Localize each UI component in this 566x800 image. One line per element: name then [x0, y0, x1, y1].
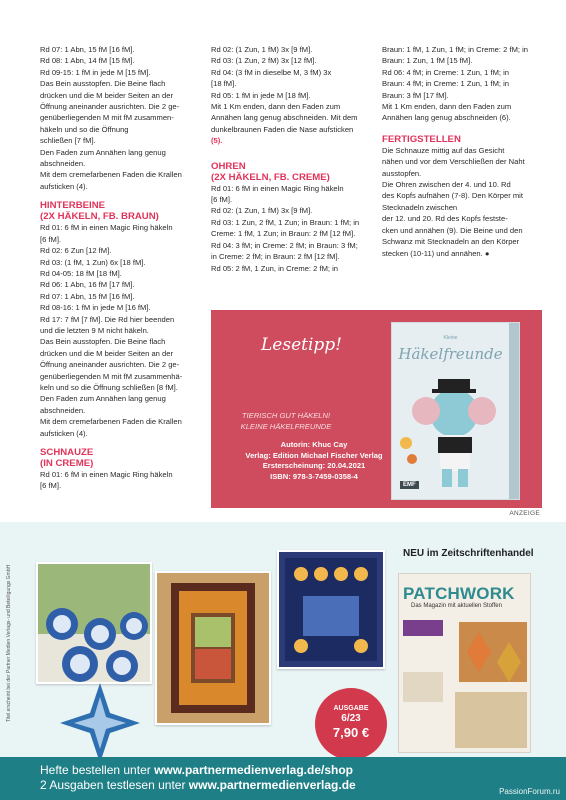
text-line: Rd 03: 1 Zun, 2 fM, 1 Zun; in Braun: 1 fM; in [211, 217, 360, 227]
book-cover-image [391, 322, 520, 500]
anzeige-label: ANZEIGE [509, 510, 540, 517]
column-3 [382, 44, 542, 259]
text-line: aufsticken (4). [40, 181, 88, 191]
magazine-cover-illustration [399, 612, 530, 752]
text-line: Braun: 3 fM [17 fM]. [382, 90, 449, 100]
ad-tagline-1: TIERISCH GUT HÄKELN! [241, 411, 331, 420]
publisher-logo: EMF [400, 481, 419, 489]
book-advertisement [211, 310, 542, 508]
order-line [40, 763, 353, 777]
text-line: [6 fM]. [40, 481, 62, 491]
text-line: Öffnung aneinander ausrichten. Die 2 ge- [40, 360, 180, 370]
text-line: Annähen lang genug abschneiden. Mit dem [211, 113, 358, 123]
text-line: Den Faden zum Annähen lang genug [40, 147, 166, 157]
text-line: Mit 1 Km enden, dann den Faden zum [211, 102, 341, 112]
text-line: drücken und die M beider Seiten an der [40, 348, 173, 358]
table-runner-illustration [38, 564, 150, 682]
book-cover-title: Häkelfreunde [398, 345, 503, 363]
text-line: Rd 05: 2 fM, 1 Zun, in Creme: 2 fM; in [211, 263, 339, 273]
badge-price: 7,90 € [332, 725, 370, 740]
lesetipp-heading: Lesetipp! [261, 335, 342, 355]
new-issue-label: NEU im Zeitschriftenhandel [403, 548, 534, 559]
quilt-photo [155, 571, 271, 725]
section-subheading: (IN CREME) [40, 458, 94, 469]
text-line: häkeln und so die Öffnung [40, 124, 129, 134]
text-line: ausstopfen. [382, 168, 422, 178]
text-line: Braun: 1 Zun, 1 fM [15 fM]. [382, 56, 473, 66]
quilt-illustration [157, 573, 269, 723]
text-line: nähen und vor dem Verschließen der Naht [382, 157, 525, 167]
text-line: Rd 07: 1 Abn, 15 fM [16 fM]. [40, 45, 135, 54]
text-line: Die Schnauze mittig auf das Gesicht [382, 145, 505, 155]
text-line: Rd 04-05: 18 fM [18 fM]. [40, 268, 122, 278]
book-cover-subtitle: Kleine [443, 335, 458, 341]
text-line: der 12. und 20. Rd des Kopfs feststе- [382, 214, 508, 224]
text-line: abschneiden. [40, 159, 86, 169]
text-line: Mit 1 Km enden, dann den Faden zum [382, 102, 512, 112]
text-line: Das Bein ausstopfen. Die Beine flach [40, 79, 166, 89]
publisher-link[interactable]: www.partnermedienverlag.de [188, 778, 356, 792]
text-line: Den Faden zum Annähen lang genug [40, 394, 166, 404]
text-line: Rd 02: (1 Zun, 1 fM) 3x [9 fM]. [211, 206, 313, 216]
text-line: Mit dem cremefarbenen Faden die Krallen [40, 170, 182, 180]
text-line: Rd 06: 4 fM; in Creme: 1 Zun, 1 fM; in [382, 67, 510, 77]
text-line: Rd 09-15: 1 fM in jede M [15 fM]. [40, 67, 151, 77]
badge-issue-number: 6/23 [341, 713, 361, 724]
text-line: keln und so die Öffnung schließen [8 fM]. [40, 382, 178, 392]
text-line: Stecknadeln zwischen [382, 202, 458, 212]
text-line: Mit dem cremefarbenen Faden die Krallen [40, 417, 182, 427]
section-heading: SCHNAUZE [40, 447, 94, 458]
text-line: aufsticken (4). [40, 428, 88, 438]
order-text: Hefte bestellen unter [40, 763, 155, 777]
text-line: cken und annähen (9). Die Beine und den [382, 225, 523, 235]
sunflower-quilt-illustration [279, 552, 383, 667]
text-line: Rd 05: 1 fM in jede M [18 fM]. [211, 90, 311, 100]
text-line: Rd 07: 1 Abn, 15 fM [16 fM]. [40, 291, 135, 301]
section-heading: OHREN [211, 160, 246, 172]
text-line: Braun: 4 fM; in Creme: 1 Zun, 1 fM; in [382, 79, 510, 89]
table-runner-photo [36, 562, 152, 684]
text-line: Öffnung aneinander ausrichten. Die 2 ge- [40, 102, 180, 112]
text-line: Rd 02: 6 Zun [12 fM]. [40, 246, 112, 256]
text-line: Rd 17: 7 fM [7 fM]. Die Rd hier beenden [40, 314, 175, 324]
text-line: (5). [211, 136, 223, 146]
text-line: drücken und die M beider Seiten an der [40, 90, 173, 100]
publisher-note: Titel erscheint bei der Partner Medien Verlags- und Beteiligungs GmbH [6, 564, 12, 722]
text-line: Rd 01: 6 fM in einen Magic Ring häkeln [40, 223, 173, 233]
text-line: des Kopfs aufnähen (7-8). Den Körper mit [382, 191, 523, 201]
issue-price-badge [315, 688, 387, 760]
column-2 [211, 44, 371, 274]
text-line: Rd 02: (1 Zun, 1 fM) 3x [9 fM]. [211, 45, 313, 54]
text-line: genüberliegenden M mit fM zusammen- [40, 113, 174, 123]
book-author: Autorin: Khuc Cay [280, 440, 348, 449]
text-line: [18 fM]. [211, 79, 237, 89]
text-line: Rd 08-16: 1 fM in jede M [16 fM]. [40, 303, 151, 313]
text-line: und die letzten 9 M nicht häkeln. [40, 325, 149, 335]
column-1 [40, 44, 200, 492]
text-line: Rd 01: 6 fM in einen Magic Ring häkeln [40, 470, 173, 479]
text-line: in Creme: 2 fM; in Braun: 2 fM [12 fM]. [211, 252, 340, 262]
text-line: Schwanz mit Stecknadeln an den Körper [382, 237, 520, 247]
text-line: abschneiden. [40, 405, 86, 415]
text-line: Braun: 1 fM, 1 Zun, 1 fM; in Creme: 2 fM; in [382, 45, 529, 54]
section-heading: FERTIGSTELLEN [382, 133, 461, 145]
text-line: Die Ohren zwischen der 4. und 10. Rd [382, 180, 511, 190]
text-line: Rd 04: 3 fM; in Creme: 2 fM; in Braun: 3 fM; [211, 240, 358, 250]
trial-text: 2 Ausgaben testlesen unter [40, 778, 189, 792]
text-line: Rd 06: 1 Abn, 16 fM [17 fM]. [40, 280, 135, 290]
text-line: [6 fM]. [211, 195, 233, 205]
text-line: Rd 04: (3 fM in dieselbe M, 3 fM) 3x [211, 67, 332, 77]
book-isbn: ISBN: 978-3-7459-0358-4 [270, 471, 358, 481]
text-line: Rd 03: (1 fM, 1 Zun) 6x [18 fM]. [40, 257, 146, 267]
ad-tagline-2: KLEINE HÄKELFREUNDE [240, 422, 332, 431]
book-publisher: Verlag: Edition Michael Fischer Verlag [245, 450, 383, 460]
patchwork-magazine-cover [398, 573, 531, 753]
sunflower-quilt-photo [277, 550, 385, 669]
book-spine [509, 323, 519, 499]
text-line: genüberliegenden M mit fM zusammenhä- [40, 371, 183, 381]
text-line: dunkelbraunen Faden die Nase aufsticken [211, 124, 354, 134]
magazine-title: PATCHWORK [403, 584, 515, 603]
text-line: Das Bein ausstopfen. Die Beine flach [40, 337, 166, 347]
elephant-amigurumi-image [392, 373, 509, 493]
book-details [225, 440, 403, 482]
trial-line [40, 778, 356, 792]
watermark: PassionForum.ru [499, 787, 560, 796]
text-line: Rd 08: 1 Abn, 14 fM [15 fM]. [40, 56, 135, 66]
text-line: schließen [7 fM]. [40, 136, 96, 146]
badge-issue-label: AUSGABE [333, 705, 369, 712]
text-line: [6 fM]. [40, 234, 62, 244]
text-line: Rd 03: (1 Zun, 2 fM) 3x [12 fM]. [211, 56, 317, 66]
section-subheading: (2X HÄKELN, FB. CREME) [211, 171, 330, 183]
text-line: Rd 01: 6 fM in einen Magic Ring häkeln [211, 183, 344, 193]
book-release: Ersterscheinung: 20.04.2021 [262, 461, 366, 470]
text-line: stecken (10-11) und annähen. ● [382, 248, 490, 258]
shop-link[interactable]: www.partnermedienverlag.de/shop [154, 763, 354, 777]
text-line: Creme: 1 fM, 1 Zun; in Braun: 2 fM [12 fM]. [211, 229, 356, 239]
ad-tagline [211, 410, 361, 432]
magazine-subtitle: Das Magazin mit aktuellen Stoffen [411, 603, 502, 609]
section-heading: HINTERBEINE [40, 200, 106, 212]
text-line: Annähen lang genug abschneiden (6). [382, 113, 511, 123]
section-subheading: (2X HÄKELN, FB. BRAUN) [40, 211, 159, 223]
star-quilt-block [60, 683, 140, 763]
